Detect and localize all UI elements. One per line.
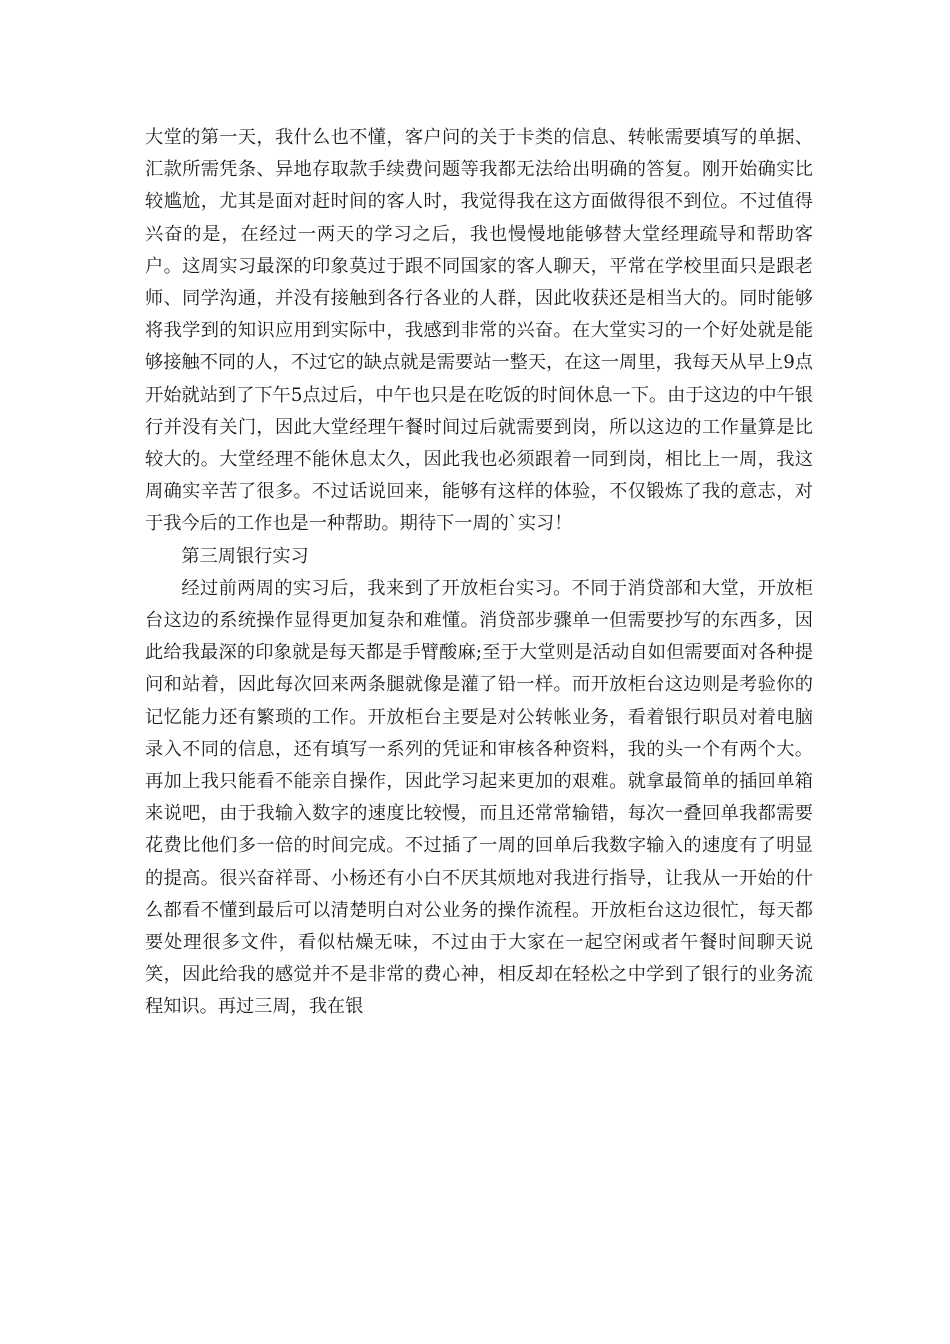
document-body [145, 122, 813, 1024]
body-paragraph: 经过前两周的实习后，我来到了开放柜台实习。不同于消贷部和大堂，开放柜台这边的系统操作显得更加复杂和难懂。消贷部步骤单一但需要抄写的东西多，因此给我最深的印象就是每天都是手臂酸麻;至于大堂则是活动自如但需要面对各种提问和站着，因此每次回来两条腿就像是灌了铅一样。而开放柜台这边则是考验你的记忆能力还有繁琐的工作。开放柜台主要是对公转帐业务，看着银行职员对着电脑录入不同的信息，还有填写一系列的凭证和审核各种资料，我的头一个有两个大。再加上我只能看不能亲自操作，因此学习起来更加的艰难。就拿最简单的插回单箱来说吧，由于我输入数字的速度比较慢，而且还常常输错，每次一叠回单我都需要花费比他们多一倍的时间完成。不过插了一周的回单后我数字输入的速度有了明显的提高。很兴奋祥哥、小杨还有小白不厌其烦地对我进行指导，让我从一开始的什么都看不懂到最后可以清楚明白对公业务的操作流程。开放柜台这边很忙，每天都要处理很多文件，看似枯燥无味，不过由于大家在一起空闲或者午餐时间聊天说笑，因此给我的感觉并不是非常的费心神，相反却在轻松之中学到了银行的业务流程知识。再过三周，我在银 [145, 577, 813, 1018]
section-heading: 第三周银行实习 [181, 545, 309, 567]
body-paragraph: 大堂的第一天，我什么也不懂，客户问的关于卡类的信息、转帐需要填写的单据、汇款所需凭条、异地存取款手续费问题等我都无法给出明确的答复。刚开始确实比较尴尬，尤其是面对赶时间的客人时，我觉得我在这方面做得很不到位。不过值得兴奋的是，在经过一两天的学习之后，我也慢慢地能够替大堂经理疏导和帮助客户。这周实习最深的印象莫过于跟不同国家的客人聊天，平常在学校里面只是跟老师、同学沟通，并没有接触到各行各业的人群，因此收获还是相当大的。同时能够将我学到的知识应用到实际中，我感到非常的兴奋。在大堂实习的一个好处就是能够接触不同的人，不过它的缺点就是需要站一整天，在这一周里，我每天从早上9点开始就站到了下午5点过后，中午也只是在吃饭的时间休息一下。由于这边的中午银行并没有关门，因此大堂经理午餐时间过后就需要到岗，所以这边的工作量算是比较大的。大堂经理不能休息太久，因此我也必须跟着一同到岗，相比上一周，我这周确实辛苦了很多。不过话说回来，能够有这样的体验，不仅锻炼了我的意志，对于我今后的工作也是一种帮助。期待下一周的`实习！ [145, 127, 813, 535]
